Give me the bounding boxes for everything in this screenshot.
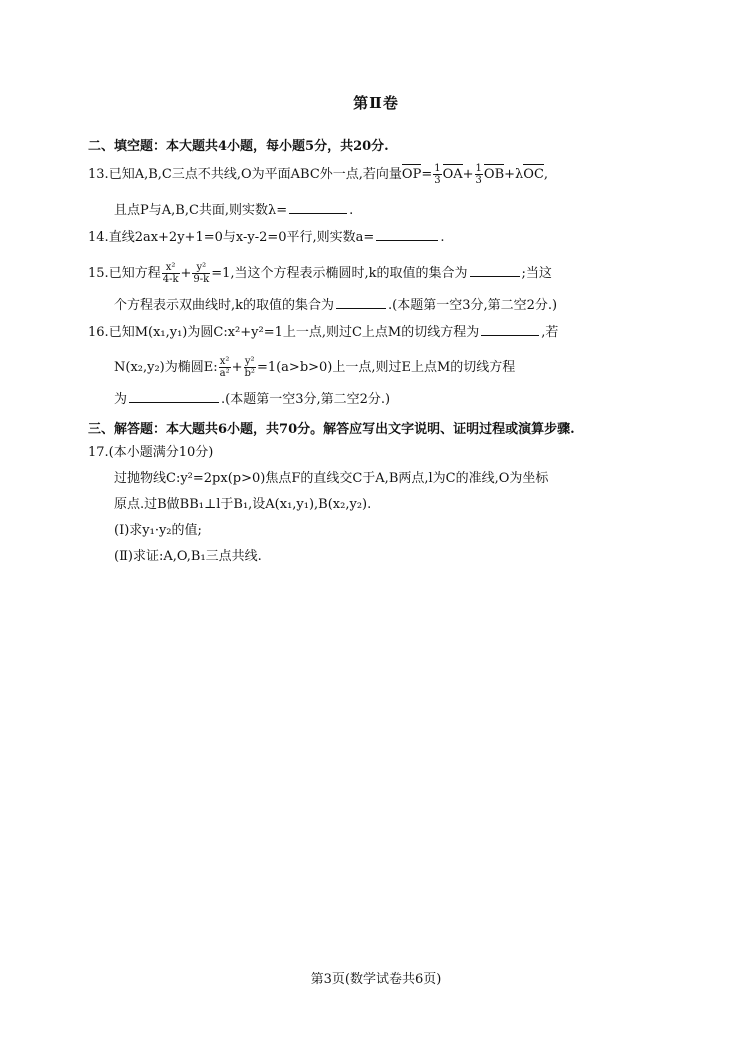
question-15-line-2 [114, 296, 557, 315]
fraction-y2-over-b2 [244, 356, 256, 379]
answer-blank-15b[interactable] [336, 296, 386, 309]
fraction-x2-over-a2 [219, 356, 231, 379]
numerator: 1 [434, 163, 441, 174]
question-16-line-2 [114, 356, 515, 379]
question-13-line-1 [88, 163, 548, 186]
section-title: 第Ⅱ卷 [353, 94, 399, 112]
question-16-text: 已知M(x₁,y₁)为圆C:x²+y²=1上一点,则过C上点M的切线方程为 [108, 325, 480, 340]
plus-sign: + [180, 266, 192, 281]
lambda-term: +λ [504, 167, 524, 182]
question-13-line-2 [114, 201, 353, 220]
denominator: a² [219, 368, 230, 379]
vector-op: OP [401, 167, 422, 182]
fill-in-section-header: 二、填空题：本大题共4小题，每小题5分，共20分. [88, 139, 389, 154]
answer-blank-13[interactable] [289, 201, 347, 214]
period: . [440, 230, 445, 245]
period: . [349, 203, 354, 218]
answer-blank-16b[interactable] [129, 390, 219, 403]
answer-blank-16a[interactable] [481, 323, 539, 336]
numerator: y² [192, 262, 210, 274]
denominator: 3 [434, 175, 441, 186]
question-17-part-2: (Ⅱ)求证:A,O,B₁三点共线. [114, 549, 262, 564]
question-15-score-note: .(本题第一空3分,第二空2分.) [388, 298, 558, 313]
question-15-number: 15. [88, 266, 109, 281]
page-footer: 第3页(数学试卷共6页) [310, 972, 442, 987]
question-17-part-1: (Ⅰ)求y₁·y₂的值; [114, 523, 202, 538]
question-14-number: 14. [88, 230, 109, 245]
question-17-heading: 17.(本小题满分10分) [88, 445, 214, 460]
question-15-text: 已知方程 [108, 266, 161, 281]
equals-sign: = [421, 167, 433, 182]
question-16-text-c1: 为 [114, 392, 128, 407]
question-15-text-c: ;当这 [521, 266, 552, 281]
question-16-score-note: .(本题第一空3分,第二空2分.) [221, 392, 391, 407]
vector-ob: OB [483, 167, 505, 182]
denominator: 3 [475, 175, 482, 186]
question-16-text-b1: N(x₂,y₂)为椭圆E: [114, 360, 218, 375]
question-15-text-2: 个方程表示双曲线时,k的取值的集合为 [114, 298, 335, 313]
numerator: x² [219, 356, 230, 367]
fraction-y2-over-9-k [192, 262, 210, 285]
question-13-text: 已知A,B,C三点不共线,O为平面ABC外一点,若向量 [108, 167, 402, 182]
question-16-text-b3: =1(a>b>0)上一点,则过E上点M的切线方程 [256, 360, 516, 375]
numerator: x² [162, 262, 180, 274]
fraction-one-third-a [433, 163, 441, 186]
numerator: y² [244, 356, 255, 367]
question-17-line-1: 过抛物线C:y²=2px(p>0)焦点F的直线交C于A,B两点,l为C的准线,O为坐标 [114, 471, 549, 486]
question-15-line-1 [88, 262, 552, 285]
solve-section-header: 三、解答题：本大题共6小题，共70分。解答应写出文字说明、证明过程或演算步骤. [88, 422, 575, 437]
numerator: 1 [475, 163, 482, 174]
question-17-line-2: 原点.过B做BB₁⊥l于B₁,设A(x₁,y₁),B(x₂,y₂). [114, 497, 372, 512]
comma: , [543, 167, 549, 182]
question-16-text-end: ,若 [541, 325, 559, 340]
question-15-text-b: =1,当这个方程表示椭圆时,k的取值的集合为 [211, 266, 468, 281]
question-14-text: 直线2ax+2y+1=0与x-y-2=0平行,则实数a= [108, 230, 375, 245]
vector-oa: OA [442, 167, 463, 182]
answer-blank-14[interactable] [376, 228, 438, 241]
answer-blank-15a[interactable] [470, 264, 520, 277]
question-13-number: 13. [88, 167, 109, 182]
question-16-number: 16. [88, 325, 109, 340]
plus-sign: + [231, 360, 243, 375]
vector-oc: OC [523, 167, 544, 182]
denominator: 4-k [162, 274, 179, 285]
denominator: 9-k [193, 274, 210, 285]
plus-sign: + [462, 167, 474, 182]
question-16-line-3 [114, 390, 390, 409]
fraction-x2-over-4-k [162, 262, 180, 285]
denominator: b² [244, 368, 255, 379]
question-16-line-1 [88, 323, 558, 342]
fraction-one-third-b [475, 163, 483, 186]
question-13-text-2: 且点P与A,B,C共面,则实数λ= [114, 203, 288, 218]
question-14 [88, 228, 444, 247]
